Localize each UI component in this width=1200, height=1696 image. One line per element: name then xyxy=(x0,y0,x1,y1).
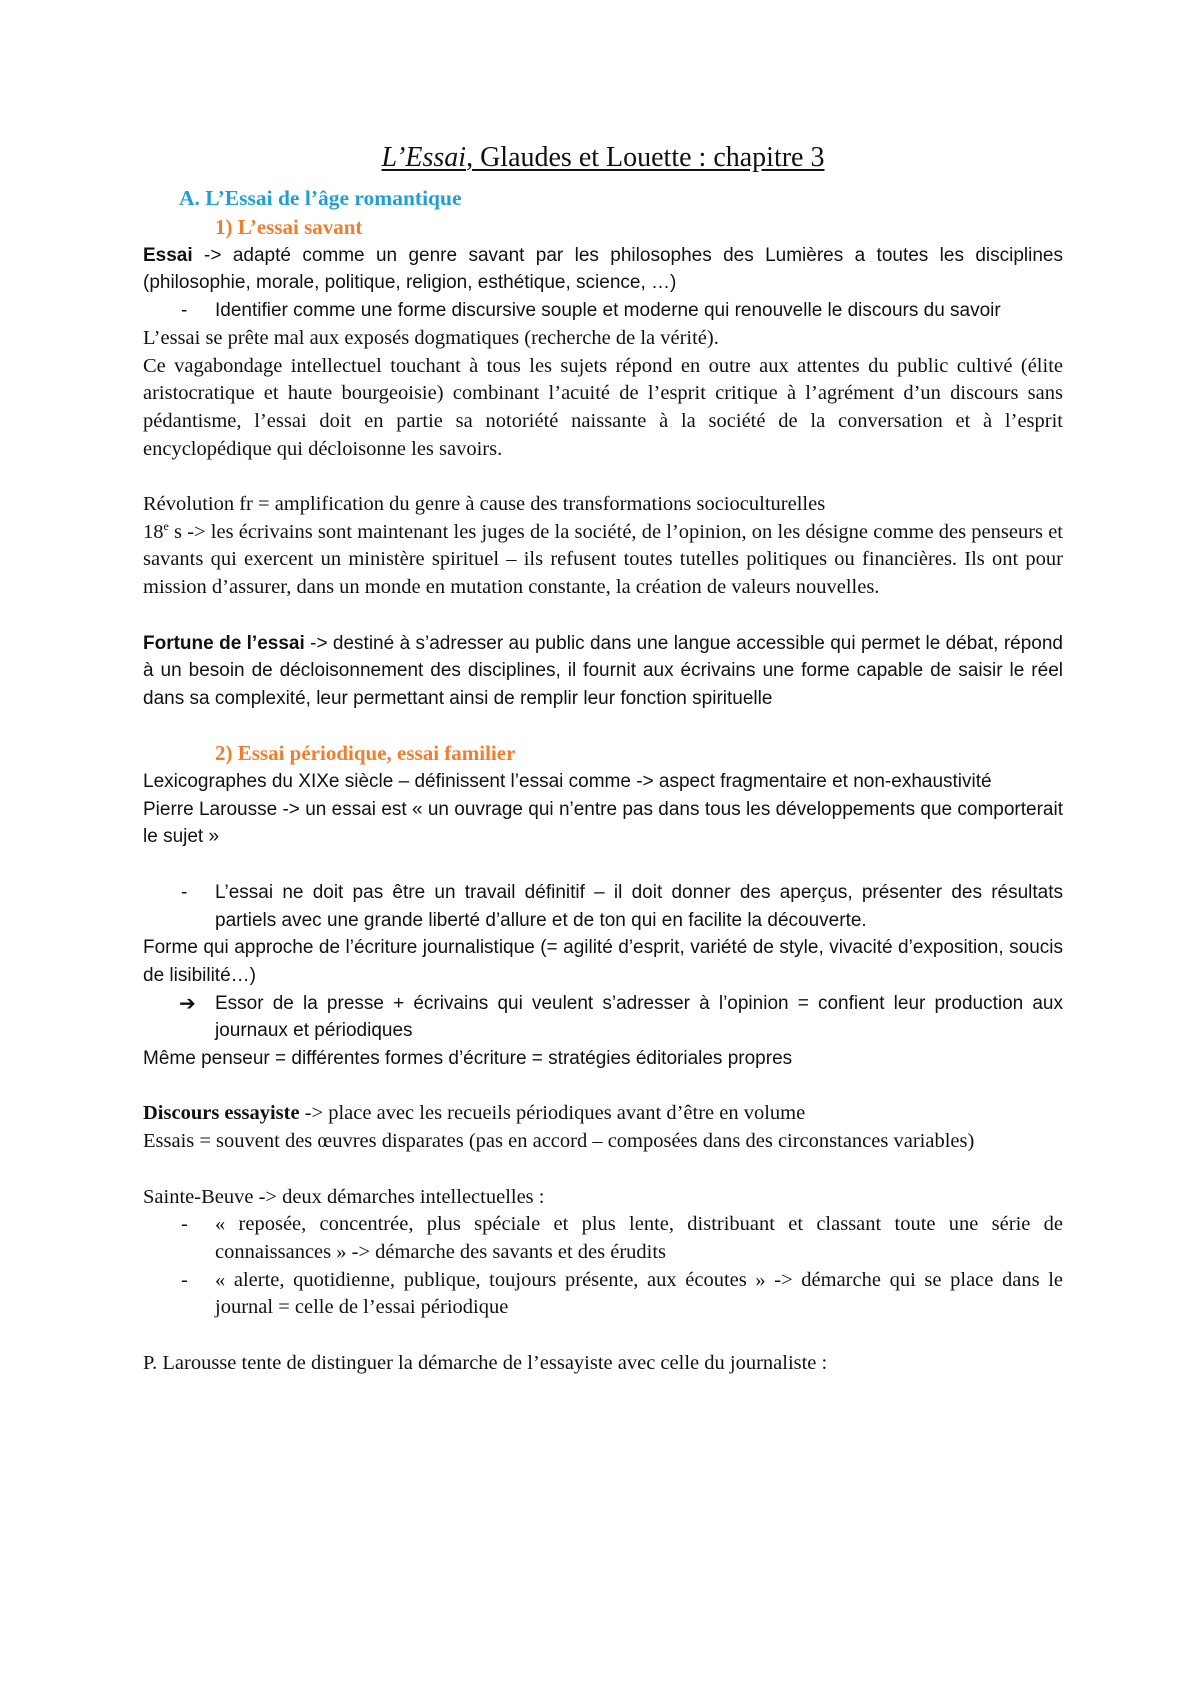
bullet-item-2 xyxy=(143,879,1063,934)
bullet-item-4-text: « alerte, quotidienne, publique, toujours présente, aux écoutes » -> démarche qui se place dans le journal = celle de l’essai périodique xyxy=(215,1268,1063,1319)
paragraph-meme-penseur: Même penseur = différentes formes d’écriture = stratégies éditoriales propres xyxy=(143,1048,793,1070)
dash-marker: - xyxy=(181,1268,188,1291)
paragraph-dogmatique: L’essai se prête mal aux exposés dogmatiques (recherche de la vérité). xyxy=(143,326,719,349)
paragraph-lexicographes: Lexicographes du XIXe siècle – définissent l’essai comme -> aspect fragmentaire et non-exhaustivité xyxy=(143,771,992,793)
paragraph-p-larousse: P. Larousse tente de distinguer la démarche de l’essayiste avec celle du journaliste : xyxy=(143,1351,828,1374)
bold-term-discours: Discours essayiste xyxy=(143,1102,300,1125)
bullet-item-1-text: Identifier comme une forme discursive souple et moderne qui renouvelle le discours du savoir xyxy=(215,300,1001,322)
paragraph-journalistique: Forme qui approche de l’écriture journalistique (= agilité d’esprit, variété de style, vivacité d’exposition, soucis de lisibilité…) xyxy=(143,937,1063,986)
spacer xyxy=(143,463,1063,491)
title-italic: L’Essai xyxy=(381,142,467,173)
dash-marker: - xyxy=(181,881,188,903)
century-number: 18 xyxy=(143,520,164,543)
paragraph-revolution: Révolution fr = amplification du genre à cause des transformations socioculturelles xyxy=(143,493,826,516)
paragraph-sainte-beuve: Sainte-Beuve -> deux démarches intellectuelles : xyxy=(143,1185,545,1208)
paragraph-essai xyxy=(143,242,1063,297)
spacer xyxy=(143,1073,1063,1101)
spacer xyxy=(143,851,1063,879)
paragraph-fortune-text: -> destiné à s’adresser au public dans une langue accessible qui permet le débat, répond à un besoin de décloisonnement des disciplines, il fournit aux écrivains une forme capable de saisir le réel dans sa complexité, leur permettant ainsi de remplir leur fonction spirituelle xyxy=(143,632,1064,709)
title-rest: , Glaudes et Louette : chapitre 3 xyxy=(466,142,825,173)
paragraph-larousse: Pierre Larousse -> un essai est « un ouvrage qui n’entre pas dans tous les développements que comporterait le sujet » xyxy=(143,798,1063,848)
subsection-2-heading: 2) Essai périodique, essai familier xyxy=(215,741,516,766)
paragraph-discours xyxy=(143,1100,1063,1128)
section-a-heading: A. L’Essai de l’âge romantique xyxy=(179,186,462,210)
paragraph-18e xyxy=(143,519,1063,602)
paragraph-18e-text: s -> les écrivains sont maintenant les juges de la société, de l’opinion, on les désigne comme des penseurs et savants qui exercent un ministère spirituel – ils refusent toutes tutelles politiques ou financières. Ils ont pour mission d’assurer, dans un monde en mutation constante, la création de valeurs nouvelles. xyxy=(143,520,1063,599)
paragraph-fortune xyxy=(143,630,1063,713)
dash-marker: - xyxy=(181,300,188,322)
arrow-item-text: Essor de la presse + écrivains qui veulent s’adresser à l’opinion = confient leur production aux journaux et périodiques xyxy=(215,992,1063,1042)
spacer xyxy=(143,602,1063,630)
arrow-item xyxy=(143,990,1063,1045)
spacer xyxy=(143,1322,1063,1350)
bold-term-fortune: Fortune de l’essai xyxy=(143,632,305,654)
bullet-item-1 xyxy=(143,297,1063,325)
spacer xyxy=(143,713,1063,741)
document-page xyxy=(143,140,1063,1377)
subsection-1-heading: 1) L’essai savant xyxy=(215,215,363,239)
bullet-item-4 xyxy=(143,1267,1063,1322)
spacer xyxy=(143,1156,1063,1184)
right-arrow-icon: ➔ xyxy=(179,990,196,1015)
century-superscript: e xyxy=(163,518,169,533)
paragraph-discours-text: -> place avec les recueils périodiques avant d’être en volume xyxy=(299,1102,806,1125)
bullet-item-2-text: L’essai ne doit pas être un travail définitif – il doit donner des aperçus, présenter des résultats partiels avec une grande liberté d’allure et de ton qui en facilite la découverte. xyxy=(215,881,1063,931)
bullet-item-3 xyxy=(143,1211,1063,1266)
paragraph-vagabondage: Ce vagabondage intellectuel touchant à tous les sujets répond en outre aux attentes du public cultivé (élite aristocratique et haute bourgeoisie) combinant l’acuité de l’esprit critique à l’agrément d’un discours sans pédantisme, l’essai doit en partie sa notoriété naissante à la société de la conversation et à l’esprit encyclopédique qui décloisonne les savoirs. xyxy=(143,354,1063,460)
paragraph-essai-text: -> adapté comme un genre savant par les philosophes des Lumières a toutes les disciplines (philosophie, morale, politique, religion, esthétique, science, …) xyxy=(143,244,1063,294)
bold-term-essai: Essai xyxy=(143,244,193,266)
paragraph-essais-disparates: Essais = souvent des œuvres disparates (pas en accord – composées dans des circonstances variables) xyxy=(143,1130,975,1153)
bullet-item-3-text: « reposée, concentrée, plus spéciale et plus lente, distribuant et classant toute une série de connaissances » -> démarche des savants et des érudits xyxy=(215,1213,1063,1263)
dash-marker: - xyxy=(181,1213,188,1236)
document-title xyxy=(143,140,1063,176)
